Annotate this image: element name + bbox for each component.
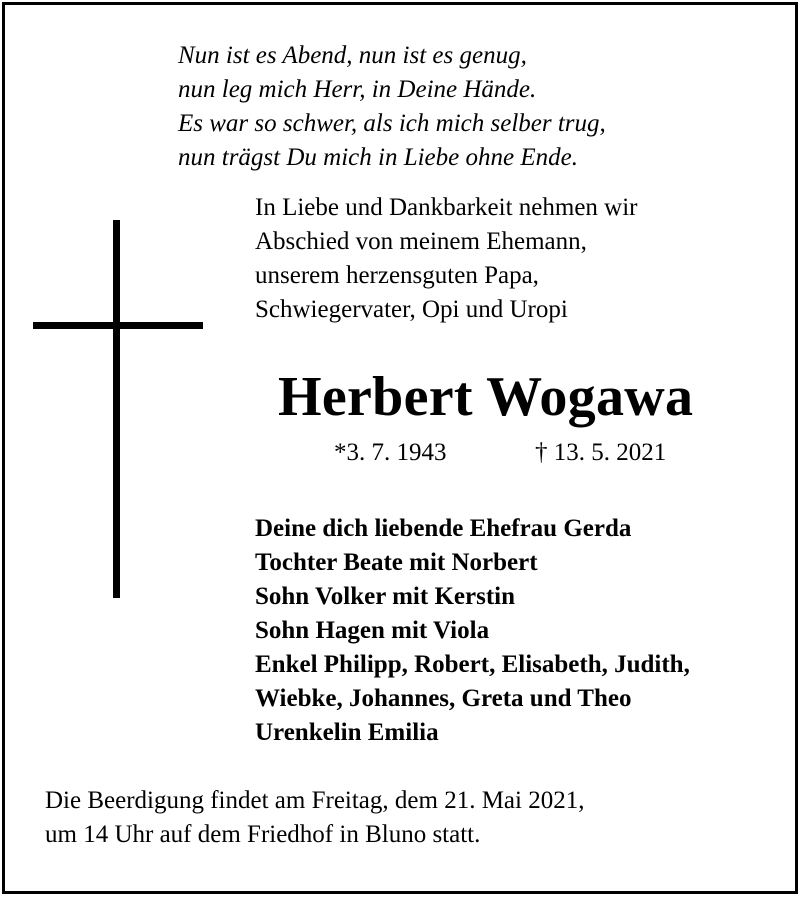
funeral-info	[45, 784, 584, 852]
poem-line: nun trägst Du mich in Liebe ohne Ende.	[178, 144, 578, 171]
family-line: Wiebke, Johannes, Greta und Theo	[255, 685, 632, 712]
death-date: † 13. 5. 2021	[535, 439, 667, 466]
funeral-line: Die Beerdigung findet am Freitag, dem 21. Mai 2021,	[45, 787, 585, 814]
deceased-name: Herbert Wogawa	[278, 366, 694, 428]
funeral-line: um 14 Uhr auf dem Friedhof in Bluno statt.	[45, 821, 481, 848]
cross-icon-horizontal-bar	[33, 322, 203, 329]
family-line: Urenkelin Emilia	[255, 719, 439, 746]
intro-line: Abschied von meinem Ehemann,	[255, 228, 587, 255]
intro-block	[255, 191, 638, 327]
poem-line: Es war so schwer, als ich mich selber trug,	[178, 110, 606, 137]
cross-icon-vertical-bar	[113, 220, 120, 598]
family-line: Enkel Philipp, Robert, Elisabeth, Judith,	[255, 651, 690, 678]
family-line: Tochter Beate mit Norbert	[255, 549, 538, 576]
intro-line: Schwiegervater, Opi und Uropi	[255, 296, 568, 323]
birth-date: *3. 7. 1943	[334, 439, 447, 466]
poem-block	[178, 39, 606, 175]
intro-line: unserem herzensguten Papa,	[255, 262, 539, 289]
family-line: Sohn Volker mit Kerstin	[255, 583, 515, 610]
intro-line: In Liebe und Dankbarkeit nehmen wir	[255, 194, 638, 221]
family-line: Sohn Hagen mit Viola	[255, 617, 490, 644]
poem-line: Nun ist es Abend, nun ist es genug,	[178, 42, 527, 69]
family-block	[255, 512, 690, 750]
poem-line: nun leg mich Herr, in Deine Hände.	[178, 76, 537, 103]
family-line: Deine dich liebende Ehefrau Gerda	[255, 515, 632, 542]
